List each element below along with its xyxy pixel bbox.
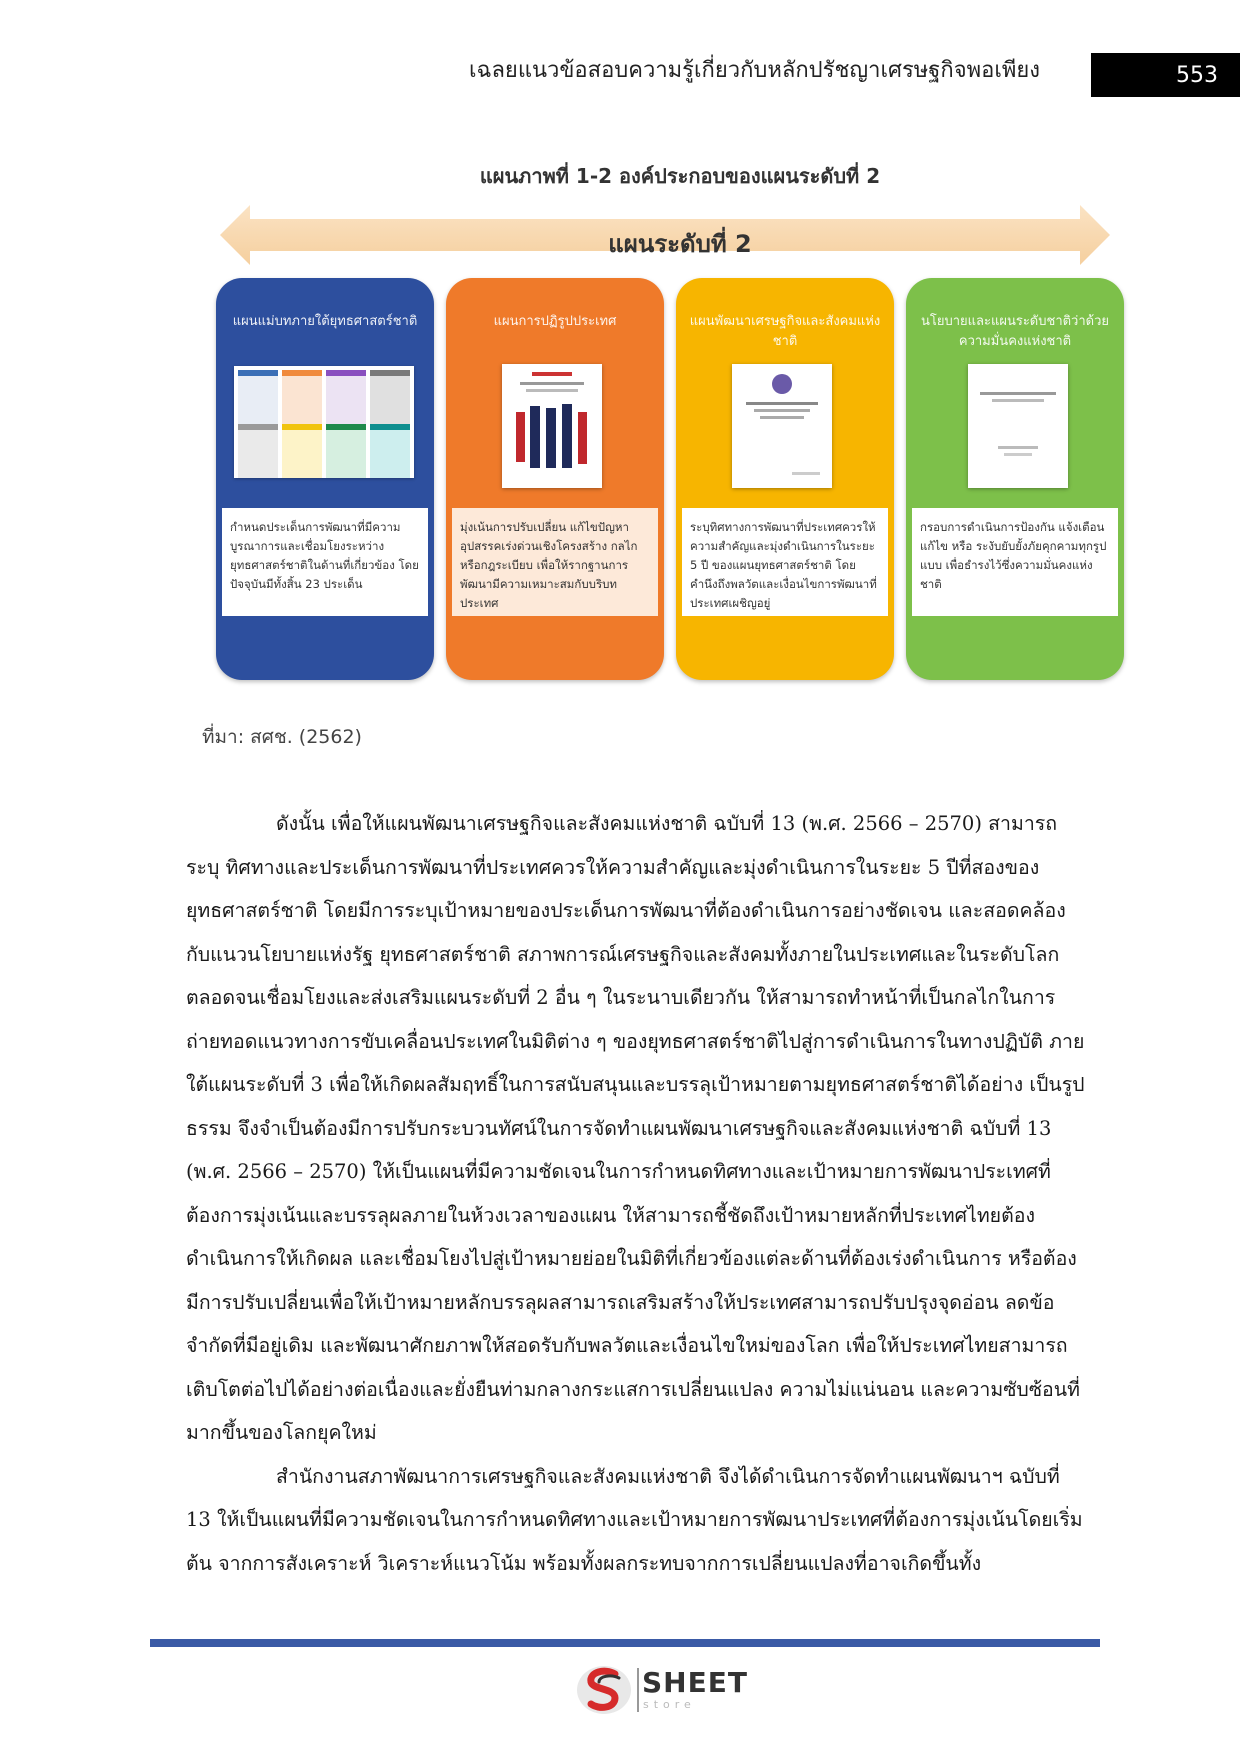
- logo-subtext: store: [643, 1698, 696, 1711]
- card-description: กำหนดประเด็นการพัฒนาที่มีความบูรณาการและเชื่อมโยงระหว่างยุทธศาสตร์ชาติในด้านที่เกี่ยวข้อง โดยปัจจุบันมีทั้งสิ้น 23 ประเด็น: [222, 508, 428, 616]
- card-title: แผนการปฏิรูปประเทศ: [493, 314, 617, 329]
- card-master-plan: [216, 278, 434, 680]
- card-description: กรอบการดำเนินการป้องกัน แจ้งเตือน แก้ไข หรือ ระงับยับยั้งภัยคุกคามทุกรูปแบบ เพื่อธำรงไว้ซึ่งความมั่นคงแห่งชาติ: [912, 508, 1118, 616]
- reform-plan-document-image: [502, 364, 602, 488]
- body-paragraph: ดังนั้น เพื่อให้แผนพัฒนาเศรษฐกิจและสังคมแห่งชาติ ฉบับที่ 13 (พ.ศ. 2566 – 2570) สามารถระบุ ทิศทางและประเด็นการพัฒนาที่ประเทศควรให้ความสำคัญและมุ่งดำเนินการในระยะ 5 ปีที่สองของยุทธศาสตร์ชาติ โดยมีการระบุเป้าหมายของประเด็นการพัฒนาที่ต้องดำเนินการอย่างชัดเจน และสอดคล้องกับแนวนโยบายแห่งรัฐ ยุทธศาสตร์ชาติ สภาพการณ์เศรษฐกิจและสังคมทั้งภายในประเทศและในระดับโลก ตลอดจนเชื่อมโยงและส่งเสริมแผนระดับที่ 2 อื่น ๆ ในระนาบเดียวกัน ให้สามารถทำหน้าที่เป็นกลไกในการถ่ายทอดแนวทางการขับเคลื่อนประเทศในมิติต่าง ๆ ของยุทธศาสตร์ชาติไปสู่การดำเนินการในทางปฏิบัติ ภายใต้แผนระดับที่ 3 เพื่อให้เกิดผลสัมฤทธิ์ในการสนับสนุนและบรรลุเป้าหมายตามยุทธศาสตร์ชาติได้อย่าง เป็นรูปธรรม จึงจำเป็นต้องมีการปรับกระบวนทัศน์ในการจัดทำแผนพัฒนาเศรษฐกิจและสังคมแห่งชาติ ฉบับที่ 13 (พ.ศ. 2566 – 2570) ให้เป็นแผนที่มีความชัดเจนในการกำหนดทิศทางและเป้าหมายการพัฒนาประเทศที่ต้องการมุ่งเน้นและบรรลุผลภายในห้วงเวลาของแผน ให้สามารถชี้ชัดถึงเป้าหมายหลักที่ประเทศไทยต้องดำเนินการให้เกิดผล และเชื่อมโยงไปสู่เป้าหมายย่อยในมิติที่เกี่ยวข้องแต่ละด้านที่ต้องเร่งดำเนินการ หรือต้องมีการปรับเปลี่ยนเพื่อให้เป้าหมายหลักบรรลุผลสามารถเสริมสร้างให้ประเทศสามารถปรับปรุงจุดอ่อน ลดข้อจำกัดที่มีอยู่เดิม และพัฒนาศักยภาพให้สอดรับกับพลวัตและเงื่อนไขใหม่ของโลก เพื่อให้ประเทศไทยสามารถเติบโตต่อไปได้อย่างต่อเนื่องและยั่งยืนท่ามกลางกระแสการเปลี่ยนแปลง ความไม่แน่นอน และความซับซ้อนที่มากขึ้นของโลกยุคใหม่: [186, 812, 1085, 1444]
- body-paragraph: สำนักงานสภาพัฒนาการเศรษฐกิจและสังคมแห่งชาติ จึงได้ดำเนินการจัดทำแผนพัฒนาฯ ฉบับที่ 13 ให้เป็นแผนที่มีความชัดเจนในการกำหนดทิศทางและเป้าหมายการพัฒนาประเทศที่ต้องการมุ่งเน้นโดยเริ่มต้น จากการสังเคราะห์ วิเคราะห์แนวโน้ม พร้อมทั้งผลกระทบจากการเปลี่ยนแปลงที่อาจเกิดขึ้นทั้ง: [186, 1464, 1083, 1575]
- card-title: แผนพัฒนาเศรษฐกิจและสังคมแห่งชาติ: [689, 314, 881, 349]
- card-national-security-policy: [906, 278, 1124, 680]
- card-title: นโยบายและแผนระดับชาติว่าด้วยความมั่นคงแห่งชาติ: [920, 314, 1110, 349]
- logo-wordmark: SHEET: [642, 1666, 748, 1699]
- header-title: เฉลยแนวข้อสอบความรู้เกี่ยวกับหลักปรัชญาเศรษฐกิจพอเพียง: [468, 58, 1040, 83]
- card-national-development-plan: [676, 278, 894, 680]
- plan-level-label: แผนระดับที่ 2: [608, 230, 752, 258]
- card-description: ระบุทิศทางการพัฒนาที่ประเทศควรให้ความสำคัญและมุ่งดำเนินการในระยะ 5 ปี ของแผนยุทธศาสตร์ชาติ โดยคำนึงถึงพลวัตและเงื่อนไขการพัฒนาที่ประเทศเผชิญอยู่: [682, 508, 888, 616]
- development-plan-document-image: [732, 364, 832, 488]
- sheet-store-logo: [575, 1662, 748, 1718]
- card-reform-plan: [446, 278, 664, 680]
- garuda-emblem-icon: [772, 374, 792, 394]
- card-description: มุ่งเน้นการปรับเปลี่ยน แก้ไขปัญหาอุปสรรคเร่งด่วนเชิงโครงสร้าง กลไก หรือกฎระเบียบ เพื่อให้รากฐานการพัฒนามีความเหมาะสมกับบริบทประเทศ: [452, 508, 658, 616]
- sheet-s-logo-icon: [575, 1662, 633, 1718]
- body-text: [186, 802, 1088, 1585]
- footer-divider: [150, 1639, 1100, 1647]
- security-policy-document-image: [968, 364, 1068, 488]
- figure-title: แผนภาพที่ 1-2 องค์ประกอบของแผนระดับที่ 2: [479, 164, 881, 188]
- page-number: 553: [1091, 53, 1240, 97]
- card-title: แผนแม่บทภายใต้ยุทธศาสตร์ชาติ: [232, 314, 418, 329]
- figure-source: ที่มา: สศช. (2562): [202, 726, 362, 748]
- master-plan-books-image: [234, 366, 414, 478]
